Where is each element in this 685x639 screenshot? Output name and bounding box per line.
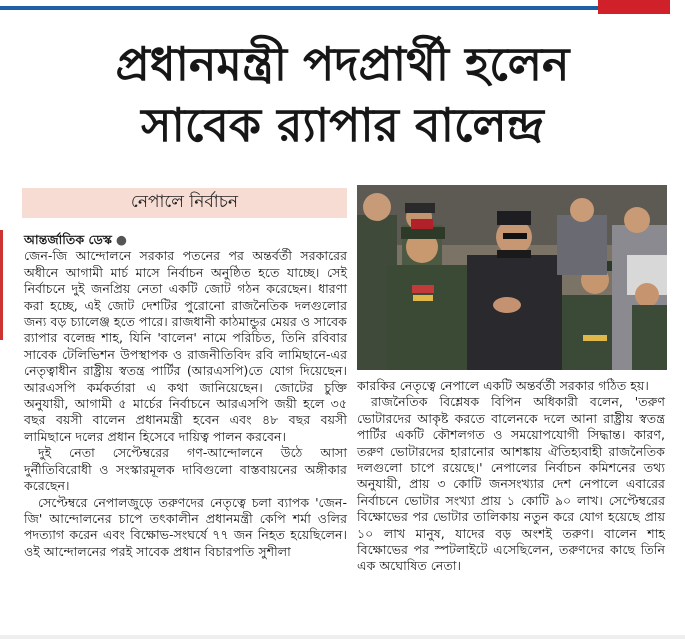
article-column-left <box>24 232 347 560</box>
top-rule <box>0 0 685 14</box>
news-photo <box>357 185 667 370</box>
left-edge-mark <box>0 230 3 340</box>
byline-row <box>24 232 347 248</box>
paragraph-4: কারকির নেতৃত্বে নেপালে একটি অন্তর্বর্তী সরকার গঠিত হয়। <box>357 378 649 393</box>
headline-line-2: সাবেক র‍্যাপার বালেন্দ্র <box>141 98 544 152</box>
article-column-right <box>357 378 665 575</box>
top-rule-red <box>598 0 670 14</box>
paragraph-1: জেন-জি আন্দোলনে সরকার পতনের পর অন্তর্বর্তী সরকারের অধীনে আগামী মার্চ মাসে নির্বাচন অনুষ্ঠিত হতে যাচ্ছে। সেই নির্বাচনে দুই জনপ্রিয় নেতা একটি জোট গঠন করেছেন। ধারণা করা হচ্ছে, এই জোট দেশটির পুরোনো রাজনৈতিক দলগুলোর জন্য বড় চ্যালেঞ্জ হতে পারে। রাজধানী কাঠমান্ডুর মেয়র ও সাবেক র‍্যাপার বলেন্দ্র শাহ, যিনি 'বালেন' নামে পরিচিত, তিনি রবিবার সাবেক টেলিভিশন উপস্থাপক ও রাজনীতিবিদ রবি লামিছানে-এর নেতৃত্বাধীন রাষ্ট্রীয় স্বতন্ত্র পার্টির (আরএসপি)তে যোগ দিয়েছেন। আরএসপি কর্মকর্তারা এ কথা জানিয়েছেন। জোটের চুক্তি অনুযায়ী, আগামী ৫ মার্চের নির্বাচনে আরএসপি জয়ী হলে ৩৫ বছর বয়সী বালেন প্রধানমন্ত্রী হবেন এবং ৪৮ বছর বয়সী লামিছানে দলের প্রধান হিসেবে দায়িত্ব পালন করবেন। <box>24 248 347 444</box>
byline: আন্তর্জাতিক ডেস্ক <box>24 232 112 247</box>
bottom-border <box>0 635 685 639</box>
headline <box>20 34 665 156</box>
headline-line-1: প্রধানমন্ত্রী পদপ্রার্থী হলেন <box>115 37 570 91</box>
paragraph-2: দুই নেতা সেপ্টেম্বরের গণ-আন্দোলনে উঠে আসা দুর্নীতিবিরোধী ও সংস্কারমূলক দাবিগুলো বাস্তবায়নের অঙ্গীকার করেছেন। <box>24 445 347 494</box>
paragraph-3: সেপ্টেম্বরে নেপালজুড়ে তরুণদের নেতৃত্বে চলা ব্যাপক 'জেন-জি' আন্দোলনের চাপে তৎকালীন প্রধানমন্ত্রী কেপি শর্মা ওলির পদত্যাগ করেন এবং বিক্ষোভ-সংঘর্ষে ৭৭ জন নিহত হয়েছিলেন। ওই আন্দোলনের পরই সাবেক প্রধান বিচারপতি সুশীলা <box>24 494 347 559</box>
news-photo-crowd-icon <box>357 185 667 370</box>
kicker-label: নেপালে নির্বাচন <box>22 188 347 218</box>
byline-bullet-icon: ● <box>116 232 128 247</box>
top-rule-blue <box>0 6 598 10</box>
paragraph-5: রাজনৈতিক বিশ্লেষক বিপিন অধিকারী বলেন, 'তরুণ ভোটারদের আকৃষ্ট করতে বালেনকে দলে আনা রাষ্ট্রীয় স্বতন্ত্র পার্টির একটি কৌশলগত ও সময়োপযোগী সিদ্ধান্ত। কারণ, তরুণ ভোটারদের হারানোর আশঙ্কায় ঐতিহ্যবাহী রাজনৈতিক দলগুলো চাপে রয়েছে।' নেপালের নির্বাচন কমিশনের তথ্য অনুযায়ী, প্রায় ৩ কোটি জনসংখ্যার দেশ নেপালে এবারের নির্বাচনে ভোটার সংখ্যা প্রায় ১ কোটি ৯০ লাখ। সেপ্টেম্বরের বিক্ষোভের পর ভোটার তালিকায় নতুন করে যোগ হয়েছে প্রায় ১০ লাখ মানুষ, যাদের বড় অংশই তরুণ। বালেন শাহ বিক্ষোভের পর স্পটলাইটে এসেছিলেন, তরুণদের কাছে তিনি এক অঘোষিত নেতা। <box>357 394 665 574</box>
